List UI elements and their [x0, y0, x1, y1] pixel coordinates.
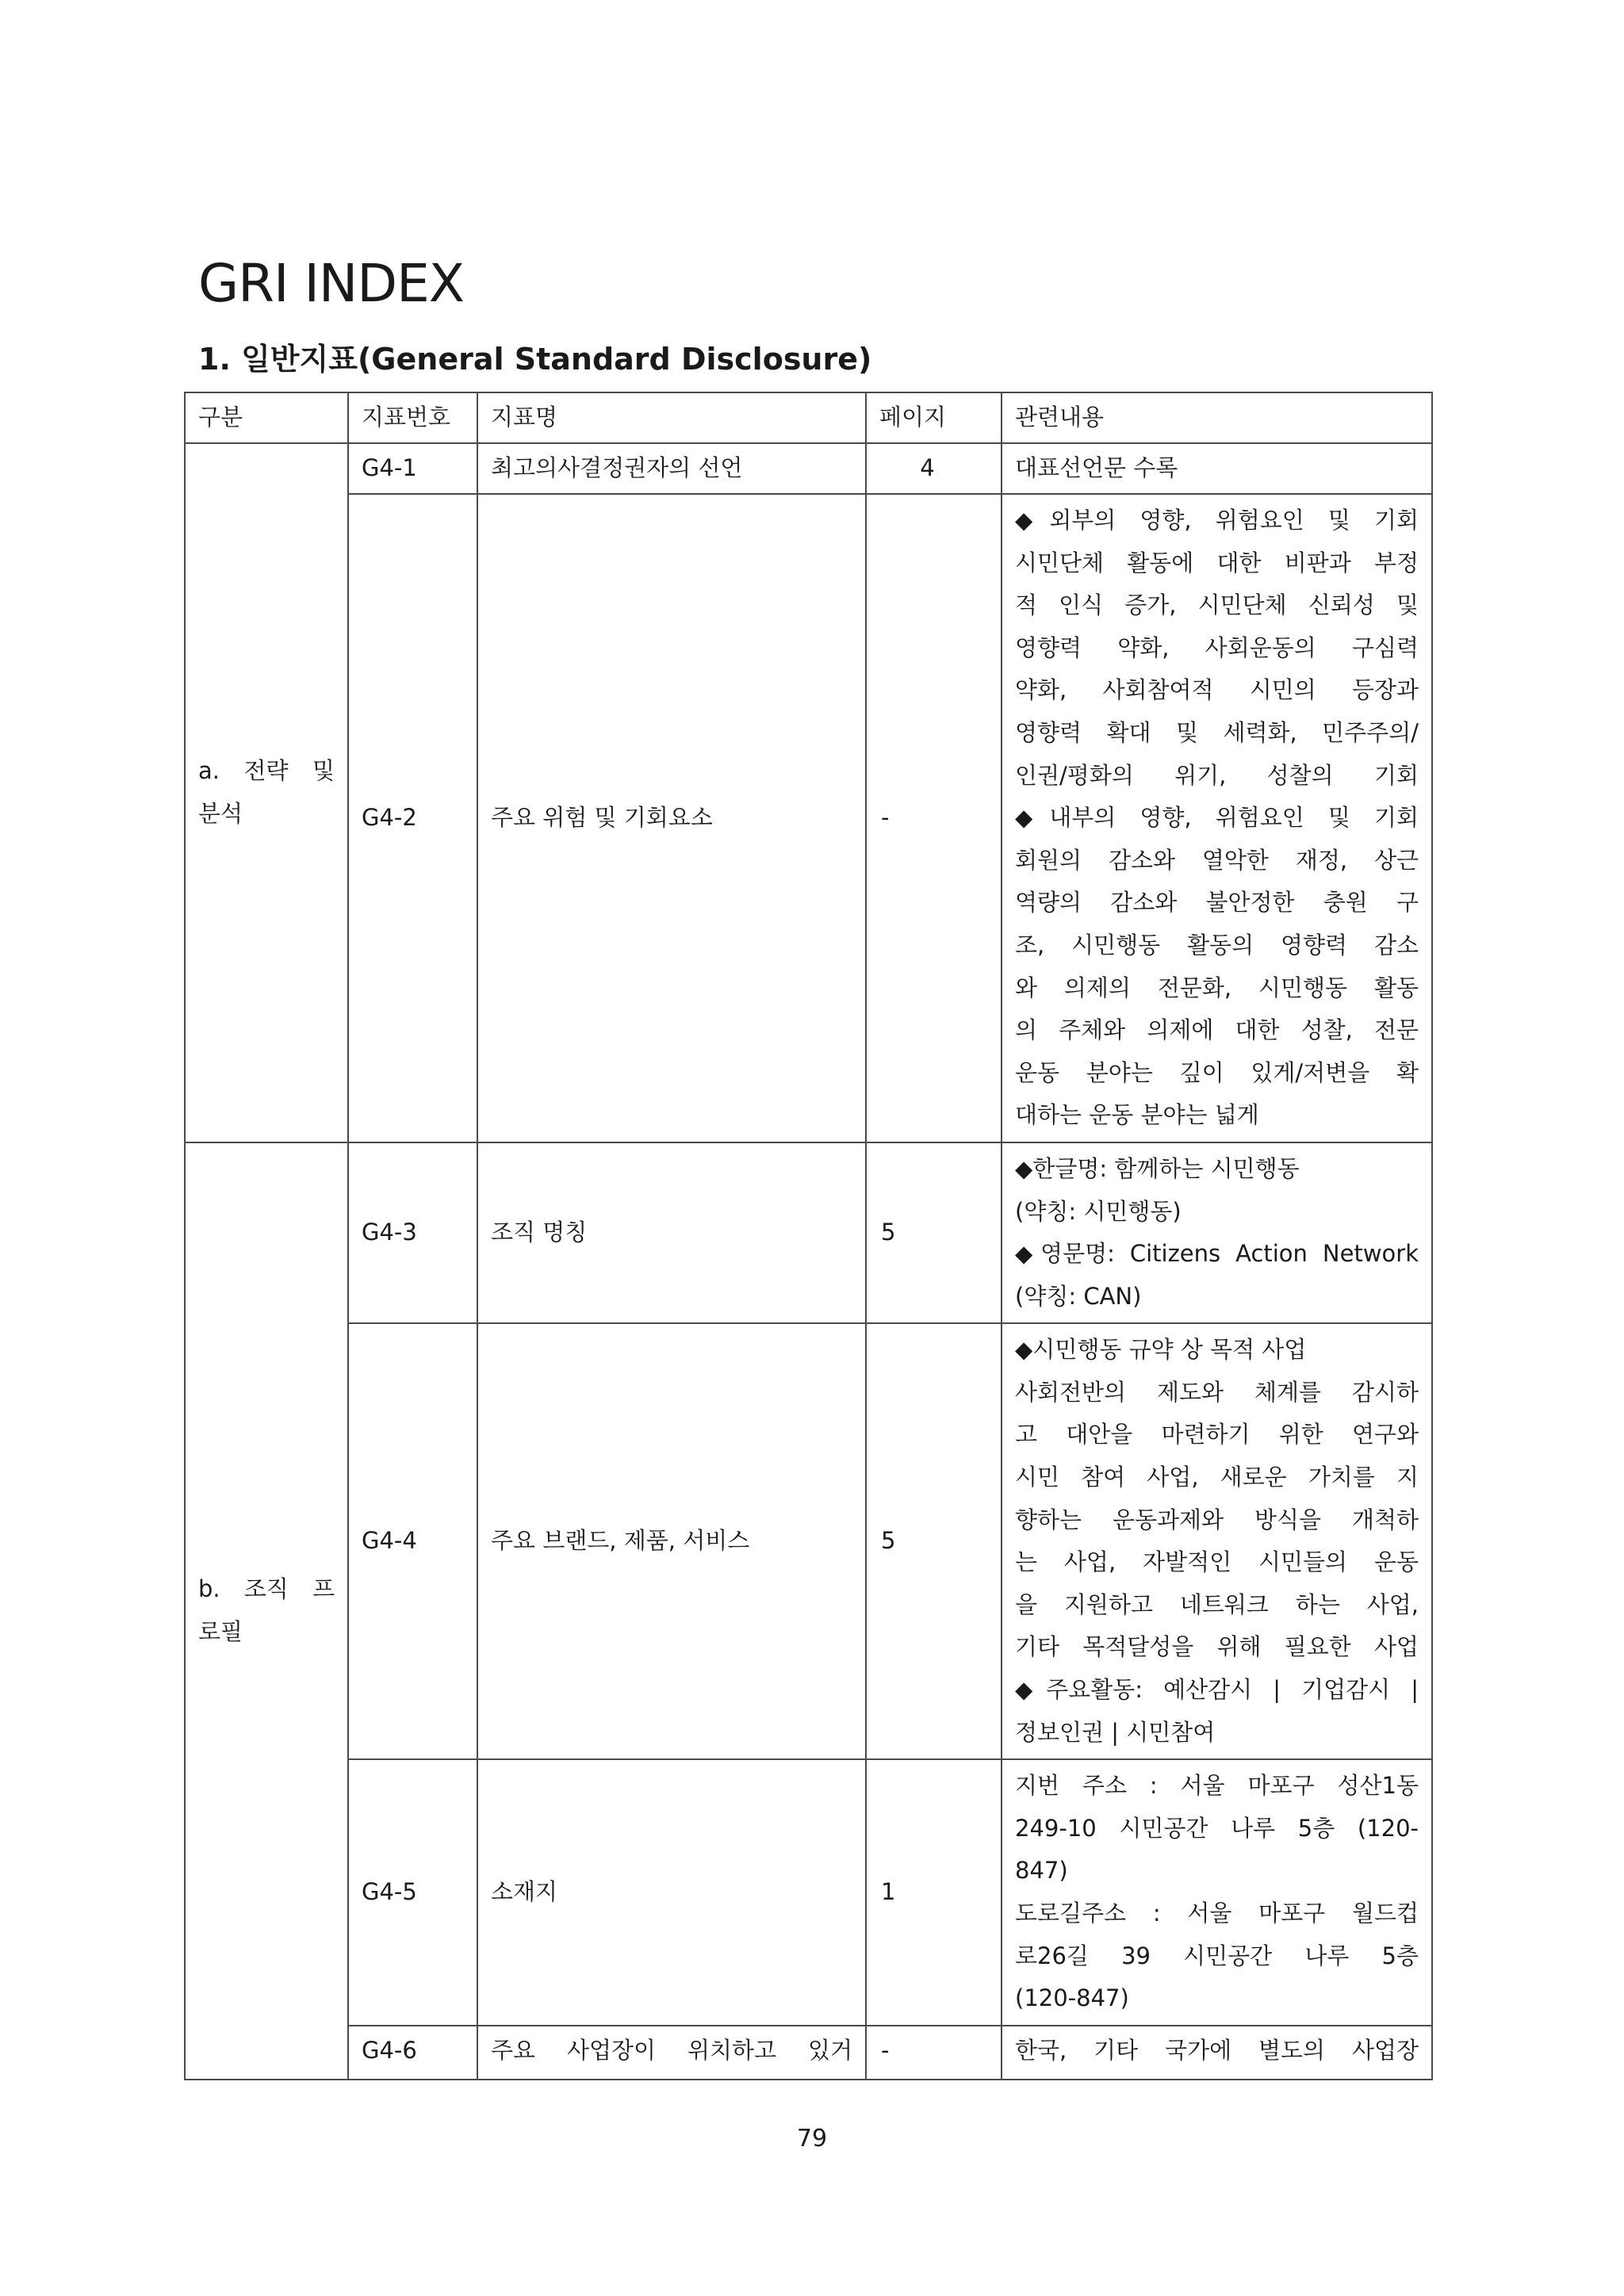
- content-line: 한국, 기타 국가에 별도의 사업장: [1015, 2036, 1419, 2064]
- category-label-line: 분석: [198, 799, 243, 827]
- content-line: ◆한글명: 함께하는 시민행동: [1015, 1154, 1300, 1182]
- indicator-name-line: 주요 사업장이 위치하고 있거: [491, 2036, 852, 2064]
- content-line: 사회전반의 제도와 체계를 감시하: [1015, 1378, 1419, 1406]
- related-content: [1002, 1142, 1432, 1323]
- content-line: 시민단체 활동에 대한 비판과 부정: [1015, 549, 1419, 576]
- content-line: (120-847): [1015, 1984, 1129, 2012]
- content-line: 영향력 약화, 사회운동의 구심력: [1015, 633, 1419, 661]
- section-title: 1. 일반지표(General Standard Disclosure): [198, 342, 872, 377]
- content-line: 향하는 운동과제와 방식을 개척하: [1015, 1506, 1419, 1533]
- content-line: 영향력 확대 및 세력화, 민주주의/: [1015, 718, 1419, 746]
- table-row: [185, 2026, 1432, 2080]
- content-line: (약칭: CAN): [1015, 1282, 1142, 1310]
- content-line: 약화, 사회참여적 시민의 등장과: [1015, 676, 1419, 704]
- indicator-name: [477, 2026, 866, 2080]
- header-indicator-number: 지표번호: [348, 392, 477, 443]
- table-header-row: [185, 392, 1432, 443]
- table-row: [185, 1759, 1432, 2026]
- content-line: 시민 참여 사업, 새로운 가치를 지: [1015, 1464, 1419, 1491]
- page-number: 79: [796, 2125, 828, 2152]
- table-row: [185, 443, 1432, 494]
- table-row: [185, 1323, 1432, 1759]
- category-label-line: 로필: [198, 1617, 243, 1645]
- indicator-page: -: [866, 494, 1002, 1142]
- related-content: 대표선언문 수록: [1002, 443, 1432, 494]
- content-line: 847): [1015, 1857, 1068, 1885]
- content-line: 적 인식 증가, 시민단체 신뢰성 및: [1015, 591, 1419, 619]
- content-line: 249-10 시민공간 나루 5층 (120-: [1015, 1814, 1419, 1842]
- header-page: 페이지: [866, 392, 1002, 443]
- indicator-page: 5: [866, 1142, 1002, 1323]
- content-line: 을 지원하고 네트워크 하는 사업,: [1015, 1590, 1419, 1618]
- related-content: [1002, 1759, 1432, 2026]
- table-row: [185, 1142, 1432, 1323]
- table-row: [185, 494, 1432, 1142]
- content-line: ◆내부의 영향, 위험요인 및 기회: [1015, 804, 1419, 832]
- content-line: 조, 시민행동 활동의 영향력 감소: [1015, 931, 1419, 959]
- indicator-code: G4-4: [348, 1323, 477, 1759]
- content-line: 정보인권 | 시민참여: [1015, 1718, 1216, 1746]
- indicator-code: G4-2: [348, 494, 477, 1142]
- content-line: 도로길주소 : 서울 마포구 월드컵: [1015, 1900, 1419, 1927]
- content-line: 고 대안을 마련하기 위한 연구와: [1015, 1421, 1419, 1448]
- indicator-name: 주요 위험 및 기회요소: [477, 494, 866, 1142]
- category-label-line: a. 전략 및: [198, 757, 335, 785]
- content-line: 기타 목적달성을 위해 필요한 사업: [1015, 1633, 1419, 1661]
- content-line: ◆시민행동 규약 상 목적 사업: [1015, 1336, 1307, 1364]
- indicator-page: 5: [866, 1323, 1002, 1759]
- header-category: 구분: [185, 392, 348, 443]
- category-cell-profile: [185, 1142, 348, 2080]
- content-line: 회원의 감소와 열악한 재정, 상근: [1015, 846, 1419, 874]
- related-content: [1002, 2026, 1432, 2080]
- content-line: 대하는 운동 분야는 넓게: [1015, 1101, 1259, 1129]
- indicator-code: G4-1: [348, 443, 477, 494]
- indicator-name: 주요 브랜드, 제품, 서비스: [477, 1323, 866, 1759]
- page-title: GRI INDEX: [198, 253, 465, 314]
- indicator-name: 조직 명칭: [477, 1142, 866, 1323]
- indicator-page: -: [866, 2026, 1002, 2080]
- gri-index-table: [184, 392, 1433, 2080]
- content-line: 역량의 감소와 불안정한 충원 구: [1015, 889, 1419, 916]
- header-related-content: 관련내용: [1002, 392, 1432, 443]
- content-line: ◆영문명: Citizens Action Network: [1015, 1240, 1419, 1268]
- related-content: [1002, 1323, 1432, 1759]
- content-line: 의 주체와 의제에 대한 성찰, 전문: [1015, 1016, 1419, 1044]
- content-line: 지번 주소 : 서울 마포구 성산1동: [1015, 1772, 1419, 1800]
- content-line: 운동 분야는 깊이 있게/저변을 확: [1015, 1058, 1419, 1086]
- content-line: 인권/평화의 위기, 성찰의 기회: [1015, 761, 1419, 789]
- indicator-code: G4-5: [348, 1759, 477, 2026]
- related-content: [1002, 494, 1432, 1142]
- content-line: ◆주요활동: 예산감시 | 기업감시 |: [1015, 1676, 1419, 1704]
- indicator-name: 소재지: [477, 1759, 866, 2026]
- indicator-page: 1: [866, 1759, 1002, 2026]
- category-cell-strategy: [185, 443, 348, 1142]
- content-line: 는 사업, 자발적인 시민들의 운동: [1015, 1548, 1419, 1576]
- content-line: 로26길 39 시민공간 나루 5층: [1015, 1942, 1419, 1969]
- indicator-name: 최고의사결정권자의 선언: [477, 443, 866, 494]
- header-indicator-name: 지표명: [477, 392, 866, 443]
- content-line: ◆외부의 영향, 위험요인 및 기회: [1015, 507, 1419, 534]
- category-label-line: b. 조직 프: [198, 1575, 335, 1603]
- content-line: 와 의제의 전문화, 시민행동 활동: [1015, 974, 1419, 1001]
- content-line: (약칭: 시민행동): [1015, 1197, 1182, 1225]
- indicator-code: G4-3: [348, 1142, 477, 1323]
- indicator-code: G4-6: [348, 2026, 477, 2080]
- indicator-page: 4: [866, 443, 1002, 494]
